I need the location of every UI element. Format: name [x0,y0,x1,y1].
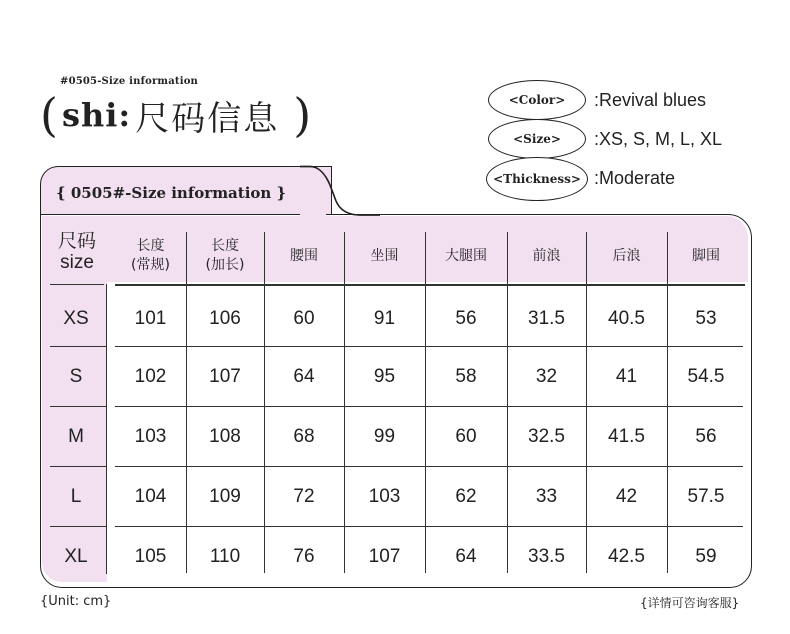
table-cell: 42 [615,486,638,507]
table-cell: 31.5 [528,308,565,329]
corner-cell [50,224,104,280]
table-cell: 109 [209,486,241,507]
table-cell: 60 [293,308,315,329]
column-header: 长度 (加长) [205,238,245,273]
table-cell: 58 [455,366,477,387]
column-header: 前浪 [532,247,561,264]
page-tag: #0505-Size information [60,76,199,87]
grid-line [115,466,743,467]
table-cell: 104 [134,486,167,507]
corner-cn: 尺码 [57,230,96,252]
table-cell: 53 [695,308,717,329]
table-cell: 103 [134,426,167,447]
table-cell: 32.5 [528,426,565,447]
table-cell: 54.5 [687,366,725,387]
table-cell: 107 [368,546,401,567]
table-cell: 101 [134,308,167,329]
size-value: :XS, S, M, L, XL [594,129,723,149]
size-label: S [69,366,83,387]
paren-left: ( [40,88,58,142]
size-label: XL [64,546,88,567]
table-cell: 91 [373,308,396,329]
column-header: 坐围 [370,247,399,264]
table-cell: 41 [615,366,638,387]
table-cell: 33.5 [528,546,565,567]
table-cell: 68 [293,426,315,447]
table-cell: 103 [368,486,401,507]
table-cell: 42.5 [608,546,645,567]
paren-right: ) [293,88,312,142]
brand-title-cn: 尺码信息 [135,98,280,139]
card-title: { 0505#-Size information } [56,184,287,202]
grid-line [50,466,106,467]
grid-line [115,526,743,527]
table-cell: 57.5 [687,486,725,507]
size-label: L [70,486,82,507]
table-cell: 59 [695,546,717,567]
grid-line [106,284,107,574]
table-cell: 62 [455,486,477,507]
table-cell: 110 [209,546,241,567]
column-header: 长度 (常规) [131,238,170,273]
column-header: 脚围 [692,247,720,264]
thickness-label-pill: <Thickness> [486,157,588,201]
color-label-pill: <Color> [488,80,586,120]
consult-note: {详情可咨询客服} [640,596,740,610]
grid-line [115,284,745,286]
table-cell: 33 [535,486,558,507]
column-header: 腰围 [290,247,318,264]
table-cell: 60 [455,426,477,447]
table-cell: 76 [293,546,315,567]
column-header: 大腿围 [445,247,487,264]
thickness-value: :Moderate [594,168,676,188]
table-cell: 64 [455,546,477,567]
table-cell: 56 [695,426,717,447]
grid-line [115,406,743,407]
table-cell: 95 [373,366,396,387]
table-cell: 40.5 [608,308,645,329]
color-value: :Revival blues [594,90,707,110]
table-cell: 105 [134,546,167,567]
brand-logo-text: shi: [61,96,132,134]
table-cell: 107 [209,366,241,387]
table-cell: 99 [373,426,396,447]
unit-note: {Unit: cm} [40,594,112,609]
table-cell: 32 [535,366,558,387]
table-cell: 108 [209,426,241,447]
tab-outline [300,165,380,217]
corner-en: size [60,252,94,273]
table-cell: 64 [293,366,315,387]
size-label: XS [63,308,89,329]
table-cell: 106 [209,308,241,329]
grid-line [50,526,106,527]
table-cell: 72 [293,486,315,507]
table-cell: 102 [134,366,167,387]
size-label-pill: <Size> [488,119,586,159]
brand-title [40,90,311,140]
table-cell: 41.5 [608,426,645,447]
table-cell: 56 [455,308,477,329]
size-label: M [68,426,84,447]
grid-line [50,284,104,285]
grid-line [50,406,106,407]
column-header: 后浪 [612,247,641,264]
